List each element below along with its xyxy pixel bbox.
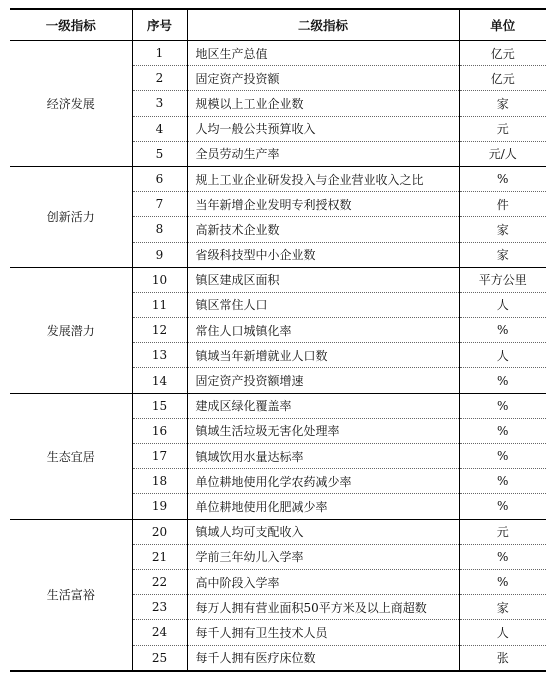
row-indicator-name: 每千人拥有卫生技术人员 [187,620,459,645]
row-indicator-name: 建成区绿化覆盖率 [187,393,459,418]
row-unit: 家 [459,242,546,267]
row-seq: 21 [132,544,187,569]
row-unit: 亿元 [459,66,546,91]
indicator-table [10,8,546,672]
row-indicator-name: 高新技术企业数 [187,217,459,242]
row-indicator-name: 人均一般公共预算收入 [187,116,459,141]
row-seq: 2 [132,66,187,91]
row-unit: % [459,444,546,469]
row-indicator-name: 每千人拥有医疗床位数 [187,645,459,671]
row-indicator-name: 地区生产总值 [187,41,459,66]
row-unit: % [459,494,546,519]
row-unit: % [459,166,546,191]
table-body [10,41,546,671]
row-indicator-name: 镇域人均可支配收入 [187,519,459,544]
row-unit: % [459,393,546,418]
row-seq: 23 [132,595,187,620]
row-seq: 12 [132,318,187,343]
row-indicator-name: 镇区建成区面积 [187,267,459,292]
row-unit: 家 [459,217,546,242]
row-seq: 17 [132,444,187,469]
row-unit: % [459,544,546,569]
group-label: 发展潜力 [10,267,132,393]
row-seq: 10 [132,267,187,292]
row-indicator-name: 高中阶段入学率 [187,569,459,594]
table-row [10,519,546,544]
row-seq: 4 [132,116,187,141]
row-indicator-name: 固定资产投资额 [187,66,459,91]
row-unit: 平方公里 [459,267,546,292]
row-unit: % [459,418,546,443]
row-unit: 人 [459,620,546,645]
header-level2: 二级指标 [187,9,459,41]
table-row [10,41,546,66]
header-level1: 一级指标 [10,9,132,41]
row-seq: 15 [132,393,187,418]
row-seq: 24 [132,620,187,645]
row-indicator-name: 每万人拥有营业面积50平方米及以上商超数 [187,595,459,620]
row-seq: 1 [132,41,187,66]
row-seq: 3 [132,91,187,116]
row-indicator-name: 镇域饮用水量达标率 [187,444,459,469]
row-seq: 22 [132,569,187,594]
row-indicator-name: 单位耕地使用化学农药减少率 [187,469,459,494]
row-indicator-name: 规模以上工业企业数 [187,91,459,116]
header-unit: 单位 [459,9,546,41]
row-seq: 25 [132,645,187,671]
row-seq: 18 [132,469,187,494]
table-row [10,166,546,191]
row-unit: % [459,368,546,393]
group-label: 创新活力 [10,166,132,267]
row-seq: 6 [132,166,187,191]
row-seq: 16 [132,418,187,443]
row-seq: 13 [132,343,187,368]
row-indicator-name: 省级科技型中小企业数 [187,242,459,267]
row-indicator-name: 当年新增企业发明专利授权数 [187,192,459,217]
row-unit: 元/人 [459,141,546,166]
row-indicator-name: 规上工业企业研发投入与企业营业收入之比 [187,166,459,191]
row-unit: 件 [459,192,546,217]
row-seq: 14 [132,368,187,393]
row-unit: 亿元 [459,41,546,66]
row-indicator-name: 镇区常住人口 [187,292,459,317]
row-unit: 元 [459,519,546,544]
row-indicator-name: 镇域当年新增就业人口数 [187,343,459,368]
row-unit: 家 [459,91,546,116]
table-row [10,267,546,292]
row-indicator-name: 单位耕地使用化肥减少率 [187,494,459,519]
group-label: 生活富裕 [10,519,132,671]
row-unit: 家 [459,595,546,620]
row-unit: 元 [459,116,546,141]
group-label: 生态宜居 [10,393,132,519]
header-seq: 序号 [132,9,187,41]
row-unit: 张 [459,645,546,671]
row-unit: % [459,318,546,343]
row-seq: 5 [132,141,187,166]
table-row [10,393,546,418]
header-row [10,9,546,41]
row-seq: 19 [132,494,187,519]
row-indicator-name: 学前三年幼儿入学率 [187,544,459,569]
row-seq: 11 [132,292,187,317]
row-seq: 7 [132,192,187,217]
row-unit: 人 [459,292,546,317]
row-indicator-name: 全员劳动生产率 [187,141,459,166]
row-unit: % [459,469,546,494]
row-unit: 人 [459,343,546,368]
row-indicator-name: 镇域生活垃圾无害化处理率 [187,418,459,443]
row-seq: 9 [132,242,187,267]
row-unit: % [459,569,546,594]
row-indicator-name: 常住人口城镇化率 [187,318,459,343]
row-seq: 20 [132,519,187,544]
row-seq: 8 [132,217,187,242]
row-indicator-name: 固定资产投资额增速 [187,368,459,393]
group-label: 经济发展 [10,41,132,167]
